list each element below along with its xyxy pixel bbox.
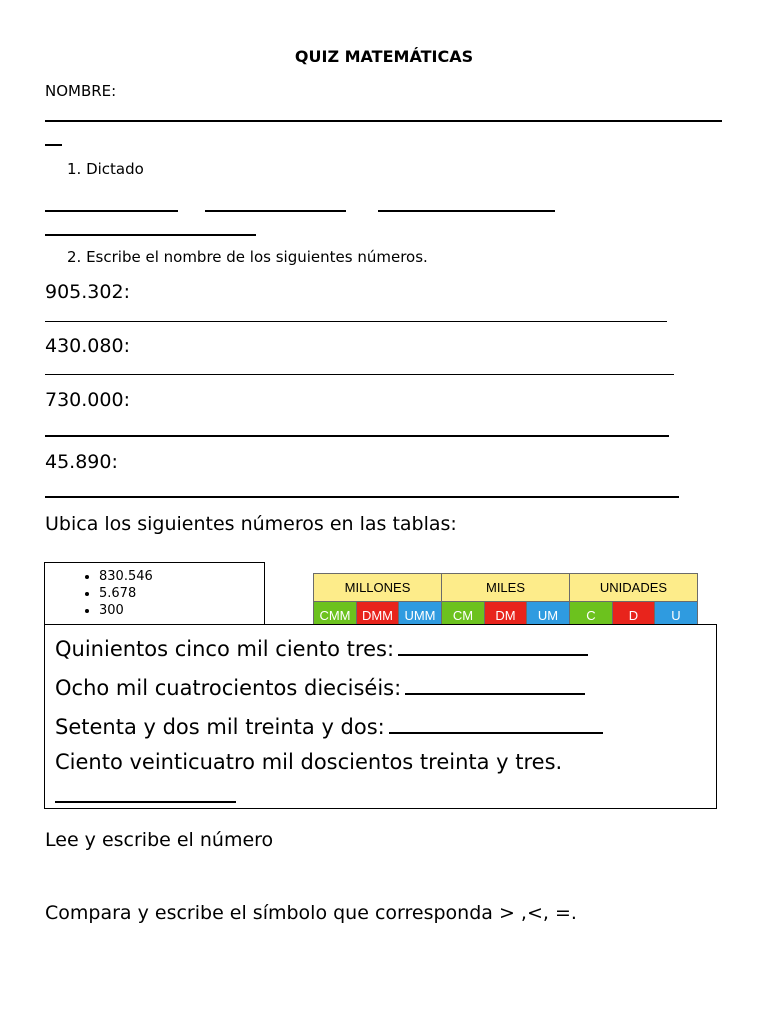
name-label: NOMBRE: xyxy=(45,82,117,100)
numbers-list-box xyxy=(44,562,265,626)
name-answer-line xyxy=(45,120,722,122)
column-header-um: UM xyxy=(527,602,570,637)
number-words-text: Setenta y dos mil treinta y dos: xyxy=(55,715,385,739)
list-item: • 300 xyxy=(99,602,153,619)
number-words-text: Ocho mil cuatrocientos dieciséis: xyxy=(55,676,402,700)
lee-instruction: Lee y escribe el número xyxy=(45,829,274,851)
number-answer-line xyxy=(45,321,667,322)
name-answer-line-wrap xyxy=(45,144,62,146)
number-words-item xyxy=(55,750,562,774)
section-escribe-heading: 2. Escribe el nombre de los siguientes números. xyxy=(67,248,428,266)
list-item: • 830.546 xyxy=(99,568,153,585)
number-prompt: 430.080: xyxy=(45,335,130,357)
number-prompt: 45.890: xyxy=(45,451,118,473)
column-header-dmm: DMM xyxy=(357,602,399,637)
column-header-c: C xyxy=(570,602,613,637)
place-value-group-row xyxy=(314,574,698,602)
dictation-line xyxy=(378,210,555,212)
answer-blank xyxy=(55,801,236,803)
group-header-unidades: UNIDADES xyxy=(570,574,698,602)
answer-blank xyxy=(398,634,588,656)
answer-blank xyxy=(389,712,603,734)
dictation-line xyxy=(45,234,256,236)
group-header-miles: MILES xyxy=(442,574,570,602)
number-answer-line xyxy=(45,435,669,437)
group-header-millones: MILLONES xyxy=(314,574,442,602)
dictation-line xyxy=(45,210,178,212)
number-words-item xyxy=(55,673,585,700)
number-answer-line xyxy=(45,496,679,498)
dictation-line xyxy=(205,210,346,212)
number-words-item xyxy=(55,634,588,661)
number-words-text: Quinientos cinco mil ciento tres: xyxy=(55,637,395,661)
column-header-cmm: CMM xyxy=(314,602,357,637)
column-header-cm: CM xyxy=(442,602,485,637)
number-words-text: Ciento veinticuatro mil doscientos treinta y tres. xyxy=(55,750,563,774)
number-words-box xyxy=(44,624,717,809)
ubica-instruction: Ubica los siguientes números en las tablas: xyxy=(45,513,457,535)
number-answer-line xyxy=(45,374,674,375)
column-header-u: U xyxy=(655,602,698,637)
number-prompt: 730.000: xyxy=(45,389,130,411)
section-dictado-heading: 1. Dictado xyxy=(67,160,144,178)
numbers-list xyxy=(45,568,153,619)
page-title: QUIZ MATEMÁTICAS xyxy=(294,47,474,66)
list-item: • 5.678 xyxy=(99,585,153,602)
number-prompt: 905.302: xyxy=(45,281,130,303)
column-header-d: D xyxy=(613,602,655,637)
answer-blank xyxy=(405,673,585,695)
compara-instruction: Compara y escribe el símbolo que corresponda > ,<, =. xyxy=(45,902,577,924)
column-header-dm: DM xyxy=(485,602,527,637)
column-header-umm: UMM xyxy=(399,602,442,637)
number-words-item xyxy=(55,712,603,739)
